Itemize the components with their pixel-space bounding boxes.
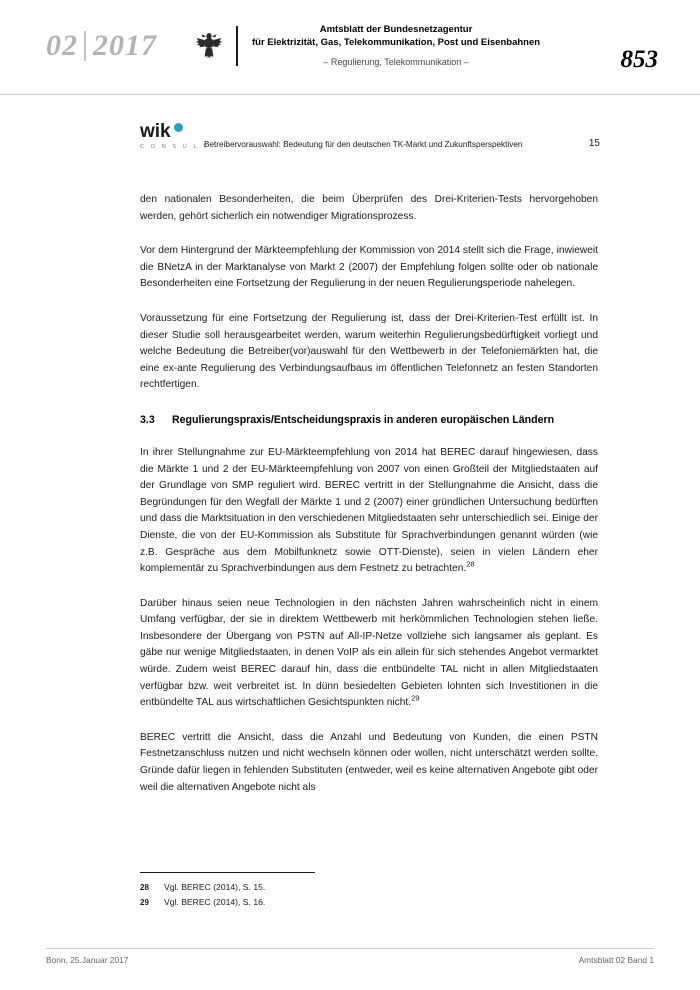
masthead-rule: [0, 94, 700, 95]
logo-dot-icon: [174, 123, 183, 132]
footnote-text: Vgl. BEREC (2014), S. 16.: [164, 897, 266, 907]
paragraph-text: BEREC vertritt die Ansicht, dass die Anzahl und Bedeutung von Kunden, die einen PSTN Festnetzanschluss nutzen und nicht wechseln können oder wollen, nicht unterschätzt werden sollte. Gründe dafür liegen in fehlenden Substituten (entweder, weil es keine alternativen Angebote gibt oder weil die alternativen Angebote nicht als: [140, 731, 598, 793]
footer-right: Amtsblatt 02 Band 1: [578, 955, 654, 965]
paragraph: [140, 730, 598, 796]
masthead-title-line2: für Elektrizität, Gas, Telekommunikation, Post und Eisenbahnen: [252, 36, 541, 48]
footer-left: Bonn, 25.Januar 2017: [46, 955, 129, 965]
paragraph-text: Darüber hinaus seien neue Technologien in den nächsten Jahren wahrscheinlich nicht in einem Umfang verfügbar, der sie in direktem Wettbewerb mit herkömmlichen Technologien stehen ließe. Insbesondere der Übergang von PSTN auf All-IP-Netze vollziehe sich langsamer als geplant. Es gäbe nur wenige Mitgliedstaaten, in denen VoIP als ein allein für sich stehendes Angebot vermarktet würde. Zudem weist BEREC darauf hin, dass die entbündelte TAL nicht in allen Mitgliedstaaten verfügbar bzw. weit verbreitet ist. In dünn besiedelten Gebieten lohnten sich Investitionen in die entbündelte TAL aus wirtschaftlichen Gesichtspunkten nicht.: [140, 597, 598, 709]
masthead-text: [252, 24, 540, 68]
logo-wordmark: wik: [140, 121, 171, 142]
section-number: 3.3: [140, 413, 155, 426]
issue-number: 02: [46, 29, 78, 62]
footnote-ref[interactable]: 28: [466, 559, 475, 569]
section-title: Regulierungspraxis/Entscheidungspraxis in anderen europäischen Ländern: [172, 413, 555, 426]
footnote-item: [140, 895, 580, 910]
paragraph: Vor dem Hintergrund der Märkteempfehlung der Kommission von 2014 stellt sich die Frage, inwieweit die BNetzA in der Marktanalyse von Markt 2 (2007) der Empfehlung folgen sollte oder ob nationale Besonderheiten eine Fortsetzung der Regulierung in der neuen Regulierungsperiode nahelegen.: [140, 245, 598, 290]
footnote-separator: [140, 872, 315, 873]
masthead: [0, 0, 700, 92]
paragraph: den nationalen Besonderheiten, die beim Überprüfen des Drei-Kriterien-Tests hervorgehoben werden, gehört sicherlich ein notwendiger Migrationsprozess.: [140, 194, 598, 222]
masthead-divider: [236, 26, 238, 66]
footnote-item: [140, 880, 580, 895]
issue-year: 2017: [93, 29, 157, 62]
section-heading: [140, 412, 598, 429]
paragraph: Voraussetzung für eine Fortsetzung der Regulierung ist, dass der Drei-Kriterien-Test erfüllt ist. In dieser Studie soll herausgearbeitet werden, warum weiterhin Regulierungsbedürftigkeit vorliegt und welche Bedeutung die Betreiber(vor)auswahl für den Wettbewerb in der Telefoniemärkten hat, die eine ex-ante Regulierung des Verbindungsaufbaus im öffentlichen Telefonnetz an festen Standorten rechtfertigen.: [140, 312, 598, 391]
issue-separator: [84, 31, 86, 61]
paragraph: [140, 445, 598, 578]
footnote-list: [140, 880, 580, 910]
running-head: [140, 122, 600, 162]
running-head-title: Betreibervorauswahl: Bedeutung für den deutschen TK-Markt und Zukunftsperspektiven: [204, 140, 523, 149]
masthead-subtitle: – Regulierung, Telekommunikation –: [323, 56, 469, 67]
footnote-text: Vgl. BEREC (2014), S. 15.: [164, 882, 266, 892]
page-footer: [46, 955, 654, 965]
footnote-ref[interactable]: 29: [411, 693, 420, 703]
issue-block: [46, 29, 157, 63]
footer-rule: [46, 948, 654, 949]
footnote-mark: 28: [140, 883, 149, 892]
logo-subtitle: C O N S U L T: [140, 144, 209, 150]
federal-eagle-icon: [194, 29, 224, 63]
running-head-page: 15: [588, 138, 600, 149]
journal-page-number: 853: [620, 46, 658, 73]
wik-consult-logo: [140, 122, 209, 150]
document-body: [140, 192, 598, 814]
paragraph-text: In ihrer Stellungnahme zur EU-Märkteempfehlung von 2014 hat BEREC darauf hingewiesen, dass die Märkte 1 und 2 der EU-Märkteempfehlung von 2007 von einen Großteil der Mitgliedstaaten auf der Grundlage von SMP reguliert wird. BEREC vertritt in der Stellungnahme die Ansicht, dass die Begründungen für den Wegfall der Märkte 1 und 2 (2007) einer gründlichen Untersuchung bedürften und dass die Marktsituation in den verschiedenen Mitgliedstaaten sehr unterschiedlich sei. Einige der Dienste, die von der EU-Kommission als Substitute für Sprachverbindungen genannt würden (wie z.B. Gespräche aus dem Mobilfunknetz sowie OTT-Dienste), seien in vielen Ländern eher komplementär zu Sprachverbindungen aus dem Festnetz zu betrachten.: [140, 446, 598, 575]
masthead-title-line1: Amtsblatt der Bundesnetzagentur: [319, 24, 473, 36]
paragraph: [140, 596, 598, 712]
footnote-mark: 29: [140, 898, 149, 907]
